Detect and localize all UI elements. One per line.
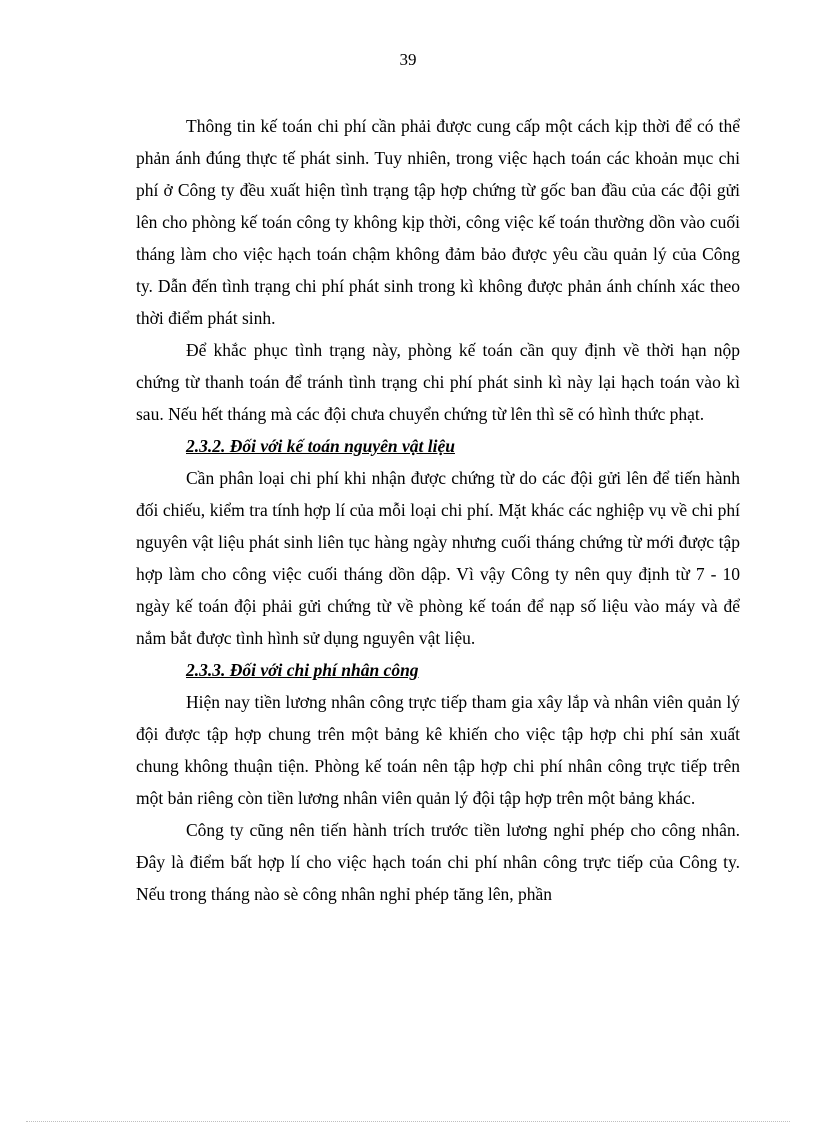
paragraph: Cần phân loại chi phí khi nhận được chứng từ do các đội gửi lên để tiến hành đối chiếu, kiểm tra tính hợp lí của mỗi loại chi phí. Mặt khác các nghiệp vụ về chi phí nguyên vật liệu phát sinh liên tục hàng ngày nhưng cuối tháng chứng từ mới được tập hợp làm cho công việc cuối tháng dồn dập. Vì vậy Công ty nên quy định từ 7 - 10 ngày kế toán đội phải gửi chứng từ về phòng kế toán để nạp số liệu vào máy và để nắm bắt được tình hình sử dụng nguyên vật liệu. bbox=[136, 468, 740, 648]
section-heading: 2.3.3. Đối với chi phí nhân công bbox=[186, 660, 419, 680]
paragraph: Thông tin kế toán chi phí cần phải được cung cấp một cách kịp thời để có thể phản ánh đúng thực tế phát sinh. Tuy nhiên, trong việc hạch toán các khoản mục chi phí ở Công ty đều xuất hiện tình trạng tập hợp chứng từ gốc ban đầu của các đội gửi lên cho phòng kế toán công ty không kịp thời, công việc kế toán thường dồn vào cuối tháng làm cho việc hạch toán chậm không đảm bảo được yêu cầu quản lý của Công ty. Dẫn đến tình trạng chi phí phát sinh trong kì không được phản ánh chính xác theo thời điểm phát sinh. bbox=[136, 116, 740, 328]
paragraph: Hiện nay tiền lương nhân công trực tiếp tham gia xây lắp và nhân viên quản lý đội được tập hợp chung trên một bảng kê khiến cho việc tập hợp chi phí sản xuất chung không thuận tiện. Phòng kế toán nên tập hợp chi phí nhân công trực tiếp trên một bản riêng còn tiền lương nhân viên quản lý đội tập hợp trên một bảng khác. bbox=[136, 692, 740, 808]
paragraph: Để khắc phục tình trạng này, phòng kế toán cần quy định về thời hạn nộp chứng từ thanh toán để tránh tình trạng chi phí phát sinh kì này lại hạch toán vào kì sau. Nếu hết tháng mà các đội chưa chuyển chứng từ lên thì sẽ có hình thức phạt. bbox=[136, 340, 740, 424]
page-bottom-divider bbox=[26, 1121, 790, 1122]
page-number: 39 bbox=[399, 50, 417, 69]
section-heading: 2.3.2. Đối với kế toán nguyên vật liệu bbox=[186, 436, 455, 456]
paragraph: Công ty cũng nên tiến hành trích trước tiền lương nghỉ phép cho công nhân. Đây là điểm bất hợp lí cho việc hạch toán chi phí nhân công trực tiếp của Công ty. Nếu trong tháng nào sè công nhân nghỉ phép tăng lên, phần bbox=[136, 820, 740, 904]
document-body bbox=[136, 110, 740, 910]
